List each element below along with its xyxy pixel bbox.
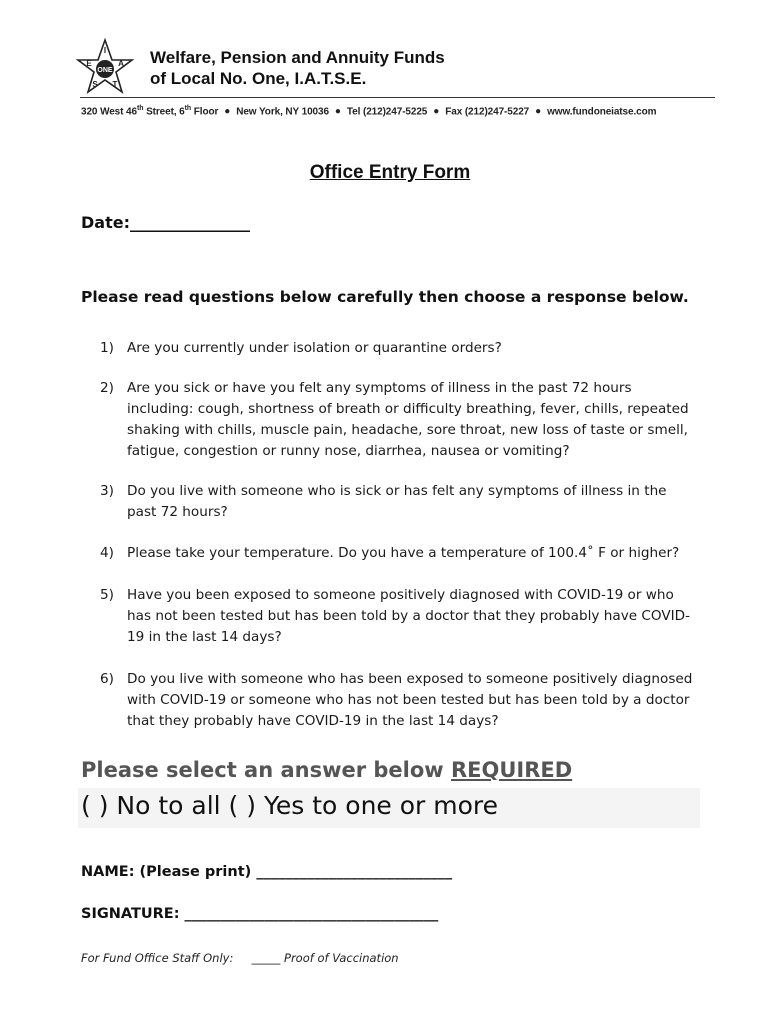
form-title: Office Entry Form bbox=[309, 162, 471, 183]
svg-text:ONE: ONE bbox=[97, 67, 113, 74]
question-number: 6) bbox=[100, 671, 114, 687]
question-number: 1) bbox=[100, 340, 114, 356]
question-number: 2) bbox=[100, 380, 114, 396]
svg-text:E: E bbox=[86, 59, 92, 68]
question-text: Please take your temperature. Do you have a temperature of 100.4˚ F or higher? bbox=[127, 545, 680, 561]
bullet-separator: ● bbox=[433, 106, 440, 118]
question-item bbox=[100, 543, 700, 564]
svg-text:A: A bbox=[118, 59, 124, 68]
address-fax: Fax (212)247-5227 bbox=[445, 106, 530, 118]
select-answer-text: Please select an answer below bbox=[81, 758, 452, 782]
question-item bbox=[100, 378, 700, 462]
svg-text:T: T bbox=[112, 80, 118, 89]
signature-field[interactable]: SIGNATURE: ___________________________________ bbox=[81, 906, 439, 922]
organization-name-line1: Welfare, Pension and Annuity Funds bbox=[150, 48, 445, 67]
address-telephone: Tel (212)247-5225 bbox=[346, 106, 428, 118]
address-street-suffix: Street, 6 bbox=[143, 106, 185, 118]
address-line bbox=[81, 105, 656, 117]
instructions-text: Please read questions below carefully then choose a response below. bbox=[81, 288, 689, 306]
question-number: 4) bbox=[100, 545, 114, 561]
question-item bbox=[100, 585, 700, 648]
question-text: Have you been exposed to someone positively diagnosed with COVID-19 or who has not been tested but has been told by a doctor that they probably have COVID-19 in the last 14 days? bbox=[127, 587, 691, 645]
question-item bbox=[100, 669, 700, 732]
iatse-local-one-seal-icon bbox=[74, 36, 136, 98]
bullet-separator: ● bbox=[334, 106, 341, 118]
address-street: 320 West 46 bbox=[81, 106, 137, 118]
answer-options[interactable]: ( ) No to all ( ) Yes to one or more bbox=[81, 791, 499, 820]
name-field[interactable]: NAME: (Please print) ___________________________ bbox=[81, 864, 453, 880]
address-website: www.fundoneiatse.com bbox=[547, 106, 657, 118]
address-floor-sup: th bbox=[184, 105, 192, 112]
organization-name bbox=[150, 47, 445, 89]
date-field[interactable]: Date:_______________ bbox=[81, 213, 250, 232]
bullet-separator: ● bbox=[535, 106, 542, 118]
question-item bbox=[100, 481, 700, 523]
select-answer-heading bbox=[81, 758, 572, 782]
svg-text:I: I bbox=[103, 46, 107, 55]
address-floor-suffix: Floor bbox=[191, 106, 219, 118]
question-text: Are you sick or have you felt any symptoms of illness in the past 72 hours including: cough, shortness of breath or difficulty breathing, fever, chills, repeated shaking with chills, muscle pain, headache, sore throat, new loss of taste or smell, fatigue, congestion or runny nose, diarrhea, nausea or vomiting? bbox=[127, 380, 689, 459]
question-text: Are you currently under isolation or quarantine orders? bbox=[127, 340, 502, 356]
question-item bbox=[100, 338, 700, 359]
question-text: Do you live with someone who is sick or has felt any symptoms of illness in the past 72 hours? bbox=[127, 483, 667, 520]
bullet-separator: ● bbox=[224, 106, 231, 118]
question-list bbox=[100, 338, 700, 732]
question-text: Do you live with someone who has been exposed to someone positively diagnosed with COVID-19 or someone who has not been tested but has been told by a doctor that they probably have COVID-19 in the last 14 days? bbox=[127, 671, 693, 729]
question-number: 5) bbox=[100, 587, 114, 603]
address-city: New York, NY 10036 bbox=[236, 106, 329, 118]
svg-text:S: S bbox=[92, 80, 98, 89]
header-divider bbox=[80, 97, 715, 98]
staff-only-note: For Fund Office Staff Only: _____ Proof of Vaccination bbox=[81, 951, 399, 965]
question-number: 3) bbox=[100, 483, 114, 499]
address-street-sup: th bbox=[136, 105, 144, 112]
organization-name-line2: of Local No. One, I.A.T.S.E. bbox=[150, 69, 367, 88]
required-label: REQUIRED bbox=[451, 758, 573, 782]
